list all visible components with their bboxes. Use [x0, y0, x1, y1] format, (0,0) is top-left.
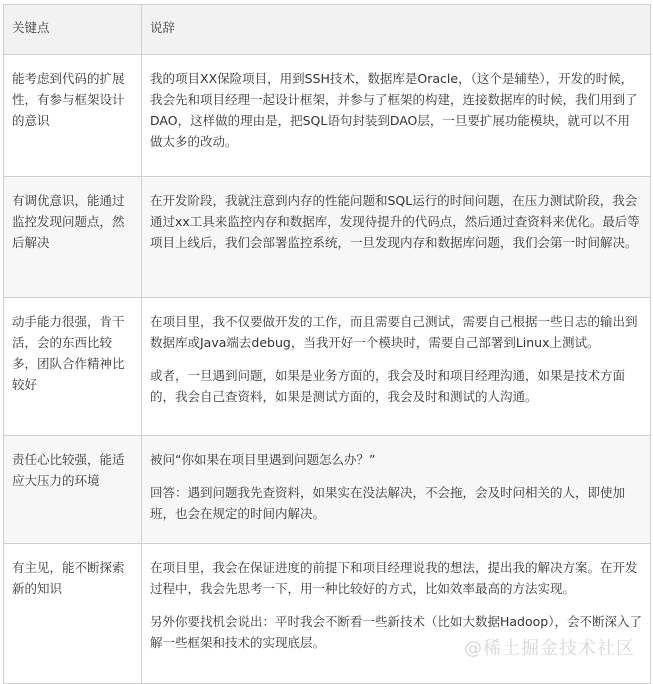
- talking-point-paragraph: 在项目里，我会在保证进度的前提下和项目经理说我的想法，提出我的解决方案。在开发过程中，我会先思考一下，用一种比较好的方式，比如效率最高的方法实现。: [150, 560, 638, 596]
- key-point-cell: 能考虑到代码的扩展性，有参与框架设计的意识: [4, 55, 142, 177]
- talking-point-paragraph: 在开发阶段，我就注意到内存的性能问题和SQL运行的时间问题，在压力测试阶段，我会通过xx工具来监控内存和数据库，发现待提升的代码点，然后通过查资料来优化。最后等项目上线后，我们会部署监控系统，一旦发现内存和数据库问题，我们会第一时间解决。: [150, 193, 640, 250]
- talking-point-cell: [142, 298, 651, 436]
- talking-point-paragraph: 回答：遇到问题我先查资料，如果实在没法解决，不会拖，会及时问相关的人，即使加班，也会在规定的时间内解决。: [150, 485, 626, 521]
- talking-point-paragraph: 被问“你如果在项目里遇到问题怎么办？”: [150, 452, 376, 467]
- talking-point-cell: [142, 55, 651, 177]
- table-row: [4, 55, 651, 177]
- talking-point-paragraph: 另外你要找机会说出：平时我会不断看一些新技术（比如大数据Hadoop），会不断深入了解一些框架和技术的实现底层。: [150, 614, 642, 650]
- table-row: [4, 177, 651, 298]
- header-talking-points: 说辞: [142, 5, 651, 55]
- talking-point-paragraph: 在项目里，我不仅要做开发的工作，而且需要自己测试，需要自己根据一些日志的输出到数据库或Java端去debug，当我开好一个模块时，需要自己部署到Linux上测试。: [150, 314, 638, 350]
- key-point-cell: 有调优意识，能通过监控发现问题点，然后解决: [4, 177, 142, 298]
- table-row: [4, 436, 651, 544]
- table-row: [4, 544, 651, 684]
- talking-point-paragraph: 我的项目XX保险项目，用到SSH技术，数据库是Oracle，（这个是辅垫），开发的时候，我会先和项目经理一起设计框架，并参与了框架的构建，连接数据库的时候，我们用到了DAO，这样做的理由是，把SQL语句封装到DAO层，一旦要扩展功能模块，就可以不用做太多的改动。: [150, 71, 638, 149]
- talking-point-paragraph: 或者，一旦遇到问题，如果是业务方面的，我会及时和项目经理沟通，如果是技术方面的，我会自己查资料，如果是测试方面的，我会及时和测试的人沟通。: [150, 368, 626, 404]
- key-point-cell: 动手能力很强，肯干活，会的东西比较多，团队合作精神比较好: [4, 298, 142, 436]
- talking-point-cell: [142, 177, 651, 298]
- table-row: [4, 298, 651, 436]
- key-point-cell: 责任心比较强，能适应大压力的环境: [4, 436, 142, 544]
- key-point-cell: 有主见，能不断探索新的知识: [4, 544, 142, 684]
- talking-point-cell: [142, 544, 651, 684]
- source-watermark: @稀土掘金技术社区: [464, 638, 635, 659]
- header-key-points: 关键点: [4, 5, 142, 55]
- table-header-row: [4, 5, 651, 55]
- talking-point-cell: [142, 436, 651, 544]
- interview-key-points-table: [3, 4, 651, 684]
